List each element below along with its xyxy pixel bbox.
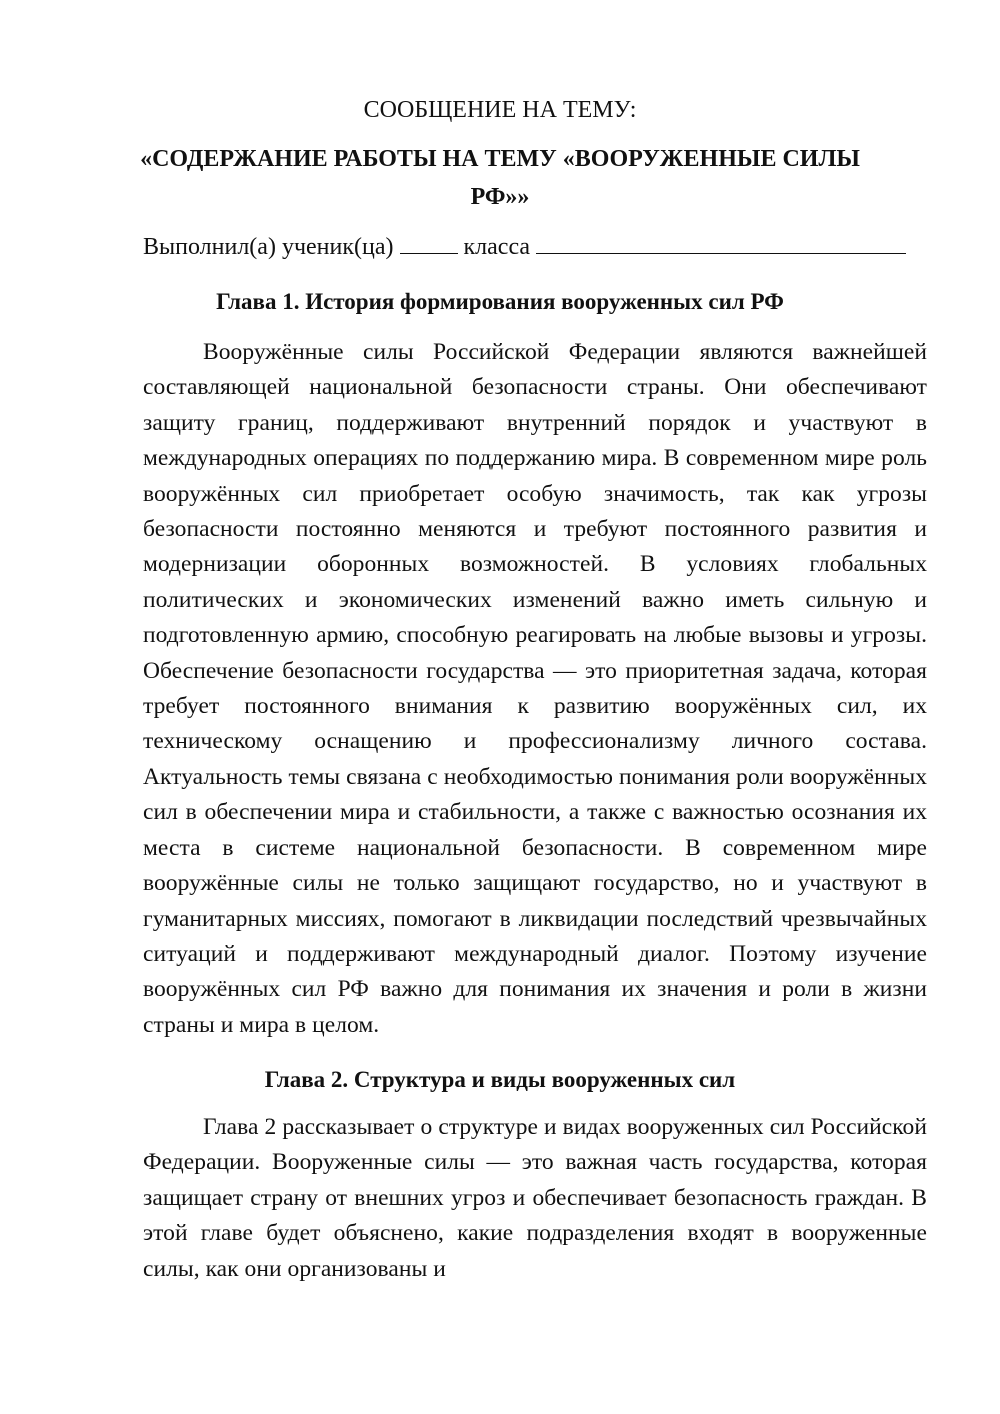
chapter-2-heading: Глава 2. Структура и виды вооруженных сил	[264, 1067, 736, 1092]
document-header: СООБЩЕНИЕ НА ТЕМУ:	[363, 97, 637, 123]
author-prefix: Выполнил(а) ученик(ца)	[143, 234, 394, 260]
author-line	[143, 232, 933, 262]
chapter-2-paragraph: Глава 2 рассказывает о структуре и видах вооруженных сил Российской Федерации. Вооруженные силы — это важная часть государства, которая защищает страну от внешних угроз и обеспечивает безопасность граждан. В этой главе будет объяснено, какие подразделения входят в вооруженные силы, как они организованы и	[143, 1114, 927, 1282]
author-class-label: класса	[463, 234, 531, 260]
class-number-blank	[400, 233, 458, 254]
document-title: «СОДЕРЖАНИЕ РАБОТЫ НА ТЕМУ «ВООРУЖЕННЫЕ СИЛЫ РФ»»	[140, 146, 860, 210]
student-name-blank	[536, 233, 906, 254]
chapter-1-heading: Глава 1. История формирования вооруженных сил РФ	[216, 289, 784, 314]
chapter-1-paragraph: Вооружённые силы Российской Федерации являются важнейшей составляющей национальной безопасности страны. Они обеспечивают защиту границ, поддерживают внутренний порядок и участвуют в международных операциях по поддержанию мира. В современном мире роль вооружённых сил приобретает особую значимость, так как угрозы безопасности постоянно меняются и требуют постоянного развития и модернизации оборонных возможностей. В условиях глобальных политических и экономических изменений важно иметь сильную и подготовленную армию, способную реагировать на любые вызовы и угрозы. Обеспечение безопасности государства — это приоритетная задача, которая требует постоянного внимания к развитию вооружённых сил, их техническому оснащению и профессионализму личного состава. Актуальность темы связана с необходимостью понимания роли вооружённых сил в обеспечении мира и стабильности, а также с важностью осознания их места в системе национальной безопасности. В современном мире вооружённые силы не только защищают государство, но и участвуют в гуманитарных миссиях, помогают в ликвидации последствий чрезвычайных ситуаций и поддерживают международный диалог. Поэтому изучение вооружённых сил РФ важно для понимания их значения и роли в жизни страны и мира в целом.	[143, 339, 927, 1038]
